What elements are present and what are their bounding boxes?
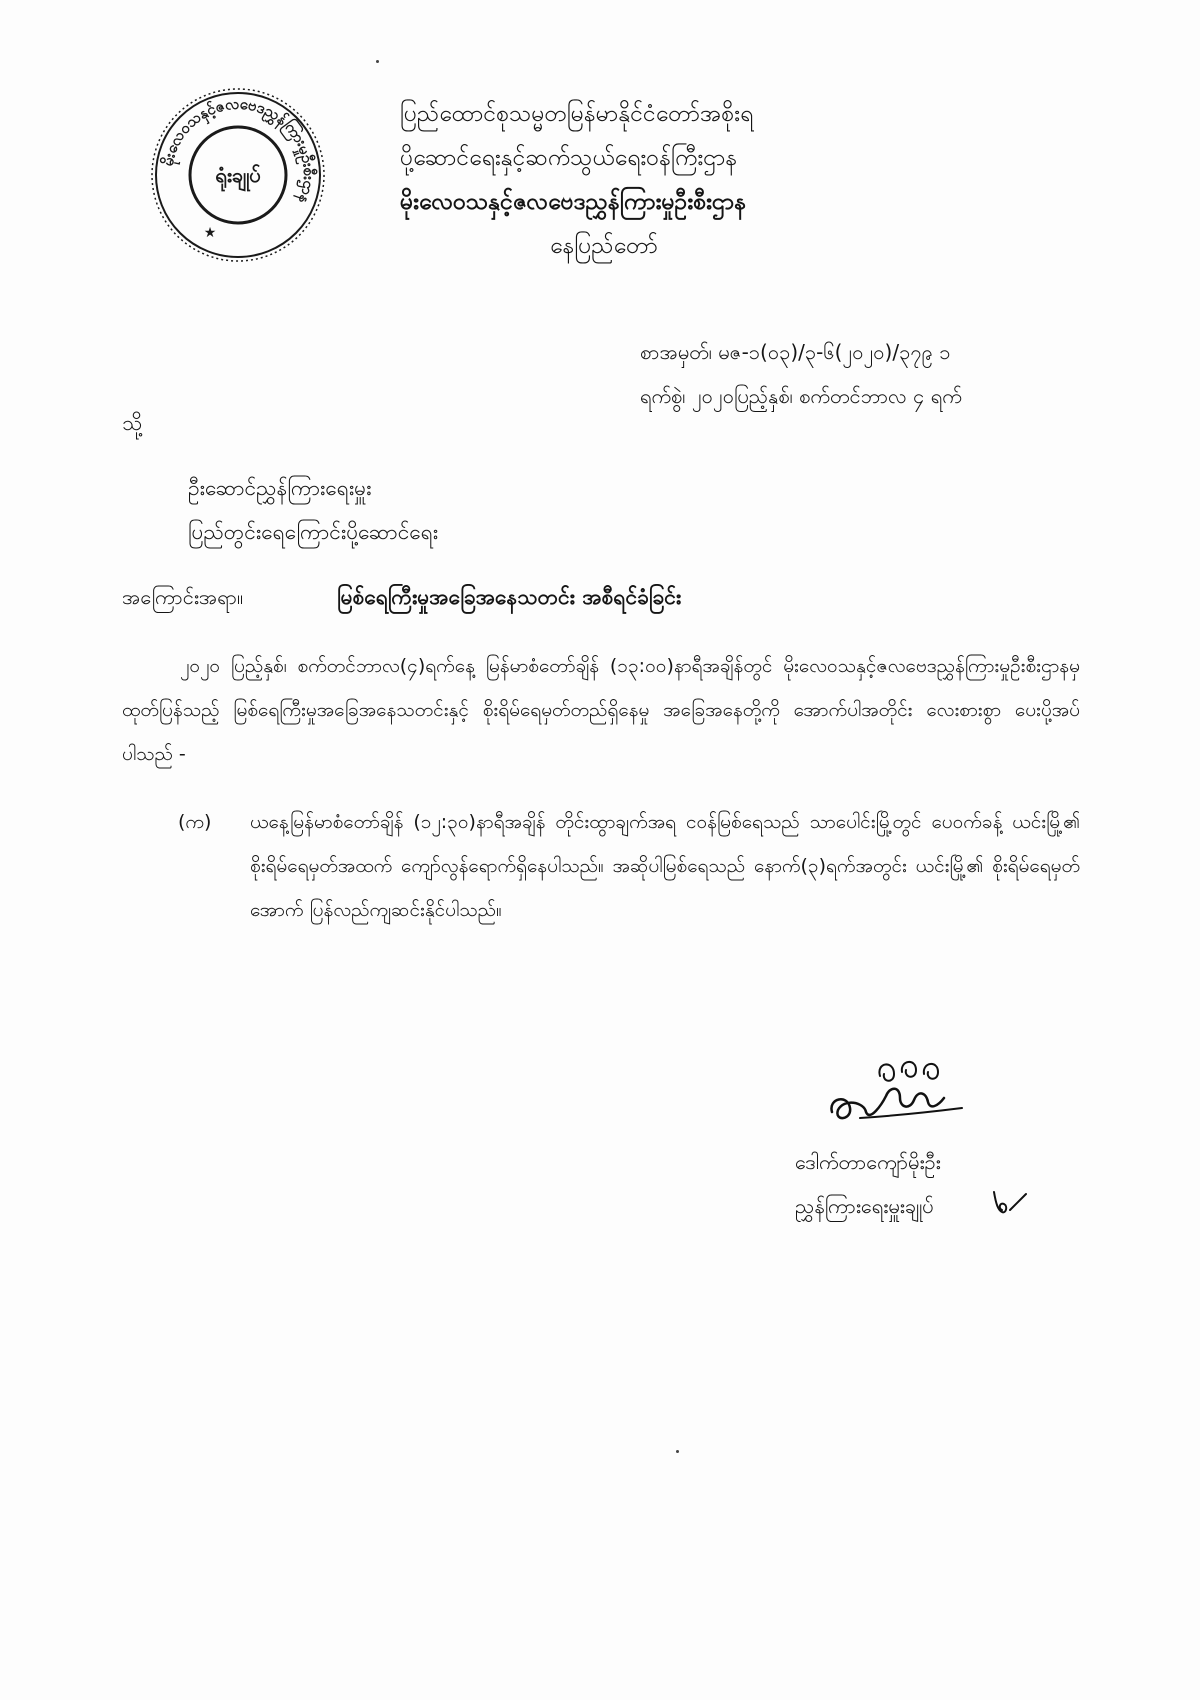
letterhead (400, 92, 960, 268)
letter-date: ရက်စွဲ၊ ၂၀၂၀ပြည့်နှစ်၊ စက်တင်ဘာလ ၄ ရက် (640, 384, 962, 408)
scan-speck (676, 1450, 679, 1453)
letterhead-government: ပြည်ထောင်စုသမ္မတမြန်မာနိုင်ငံတော်အစိုးရ (400, 101, 754, 127)
svg-text:မိုးလေဝသနှင့်ဇလဗေဒညွှန်ကြားမှု (158, 95, 320, 207)
recipient-organization: ပြည်တွင်းရေကြောင်းပို့ဆောင်ရေး (188, 520, 439, 544)
seal-star-icon: ★ (203, 225, 217, 241)
subject-label: အကြောင်းအရာ။ (122, 585, 244, 609)
letterhead-department: မိုးလေဝသနှင့်ဇလဗေဒညွှန်ကြားမှုဦးစီးဌာန (400, 189, 747, 215)
letterhead-city: နေပြည်တော် (550, 233, 658, 259)
reference-block (640, 330, 1160, 418)
scan-speck (376, 60, 379, 63)
recipient-block (188, 466, 438, 554)
item-text: ယနေ့မြန်မာစံတော်ချိန် (၁၂:၃၀)နာရီအချိန် တိုင်းထွာချက်အရ ငဝန်မြစ်ရေသည် သာပေါင်းမြို့တွင် ပေ၀က်ခန့် ယင်းမြို့၏ စိုးရိမ်ရေမှတ်အထက် ကျော်လွန်ရောက်ရှိနေပါသည်။ အဆိုပါမြစ်ရေသည် နောက်(၃)ရက်အတွင်း ယင်းမြို့၏ စိုးရိမ်ရေမှတ်အောက် ပြန်လည်ကျဆင်းနိုင်ပါသည်။ (250, 811, 1080, 921)
signer-title: ညွှန်ကြားရေးမှူးချုပ် (795, 1194, 934, 1218)
subject-line (122, 584, 1082, 615)
letter-number: စာအမှတ်၊ မဇ-၁(၀၃)/၃-၆(၂၀၂၀)/၃၇၉ ၁ (640, 340, 951, 364)
list-item (178, 800, 1080, 932)
to-label: သို့ (122, 411, 143, 435)
subject-text: မြစ်ရေကြီးမှုအခြေအနေသတင်း အစီရင်ခံခြင်း (337, 585, 682, 609)
item-marker: (က) (178, 811, 212, 833)
seal-center-text: ရုံးချုပ် (215, 163, 261, 187)
initial-mark (990, 1186, 1030, 1216)
signer-block (795, 1140, 941, 1228)
department-seal (148, 85, 328, 265)
signer-name: ဒေါက်တာကျော်မိုးဦး (795, 1150, 941, 1174)
signature-mark (820, 1050, 970, 1140)
letterhead-ministry: ပို့ဆောင်ရေးနှင့်ဆက်သွယ်ရေးဝန်ကြီးဌာန (400, 145, 738, 171)
recipient-title: ဦးဆောင်ညွှန်ကြားရေးမှူး (188, 476, 372, 500)
body-paragraph: ၂၀၂၀ ပြည့်နှစ်၊ စက်တင်ဘာလ(၄)ရက်နေ့ မြန်မာစံတော်ချိန် (၁၃:၀၀)နာရီအချိန်တွင် မိုးလေဝသနှင့်ဇလဗေဒညွှန်ကြားမှုဦးစီးဌာနမှ ထုတ်ပြန်သည့် မြစ်ရေကြီးမှုအခြေအနေသတင်းနှင့် စိုးရိမ်ရေမှတ်တည်ရှိနေမှု အခြေအနေတို့ကို အောက်ပါအတိုင်း လေးစားစွာ ပေးပို့အပ်ပါသည် - (122, 655, 1080, 765)
seal-ring-text: မိုးလေဝသနှင့်ဇလဗေဒညွှန်ကြားမှုဦးစီးဌာန (158, 94, 319, 207)
